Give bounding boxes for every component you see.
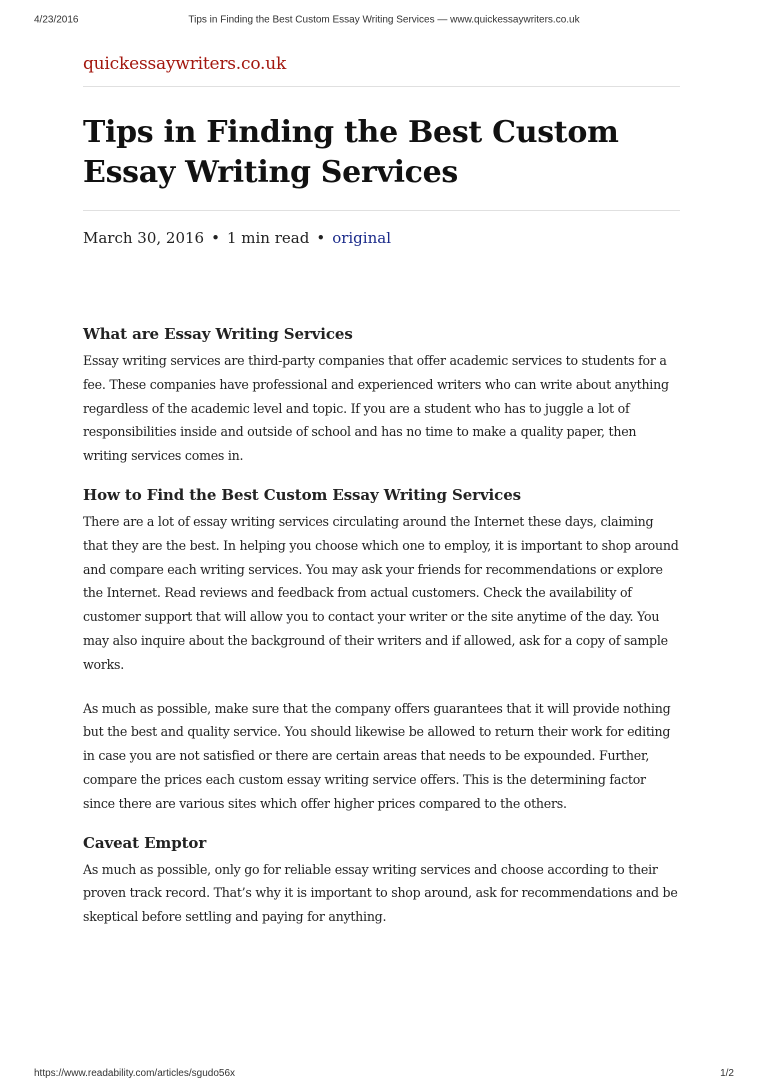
- publish-date: March 30, 2016: [83, 229, 205, 247]
- paragraph: As much as possible, only go for reliable essay writing services and choose according to their proven track record. That’s why it is important to shop around, ask for recommendations and be skeptical before settling and paying for anything.: [83, 861, 678, 925]
- title-divider: [83, 210, 680, 211]
- article-meta: [83, 229, 680, 247]
- original-link[interactable]: original: [332, 229, 391, 247]
- page-number: 1/2: [720, 1068, 734, 1079]
- site-name-link[interactable]: quickessaywriters.co.uk: [83, 54, 287, 74]
- article-container: [83, 54, 680, 949]
- article-title: Tips in Finding the Best Custom Essay Writing Services: [83, 115, 619, 190]
- print-url: https://www.readability.com/articles/sgudo56x: [34, 1068, 236, 1079]
- meta-separator: •: [316, 229, 326, 247]
- print-footer: [0, 1067, 768, 1087]
- read-time: 1 min read: [226, 229, 310, 247]
- header-divider: [83, 86, 680, 87]
- section-heading: Caveat Emptor: [83, 833, 207, 852]
- section-heading: What are Essay Writing Services: [83, 325, 353, 343]
- article-body: [83, 325, 680, 929]
- print-date: 4/23/2016: [34, 14, 79, 26]
- section-heading: How to Find the Best Custom Essay Writing Services: [83, 485, 521, 504]
- paragraph: As much as possible, make sure that the company offers guarantees that it will provide nothing but the best and quality service. You should likewise be allowed to return their work for editing in case you are not satisfied or there are certain areas that needs to be expounded. Further, compare the prices each custom essay writing service offers. This is the determining factor since there are various sites which offer higher prices compared to the others.: [83, 700, 671, 811]
- print-header: [0, 0, 768, 26]
- paragraph: There are a lot of essay writing services circulating around the Internet these days, claiming that they are the best. In helping you choose which one to employ, it is important to shop around and compare each writing services. You may ask your friends for recommendations or explore the Internet. Read reviews and feedback from actual customers. Check the availability of customer support that will allow you to contact your writer or the site anytime of the day. You may also inquire about the background of their writers and if allowed, ask for a copy of sample works.: [83, 513, 679, 672]
- print-page-title: Tips in Finding the Best Custom Essay Writing Services — www.quickessaywriters.co.uk: [188, 14, 580, 26]
- paragraph: Essay writing services are third-party companies that offer academic services to students for a fee. These companies have professional and experienced writers who can write about anything regardless of the academic level and topic. If you are a student who has to juggle a lot of responsibilities inside and outside of school and has no time to make a quality paper, then writing services comes in.: [83, 353, 669, 464]
- meta-separator: •: [211, 229, 220, 247]
